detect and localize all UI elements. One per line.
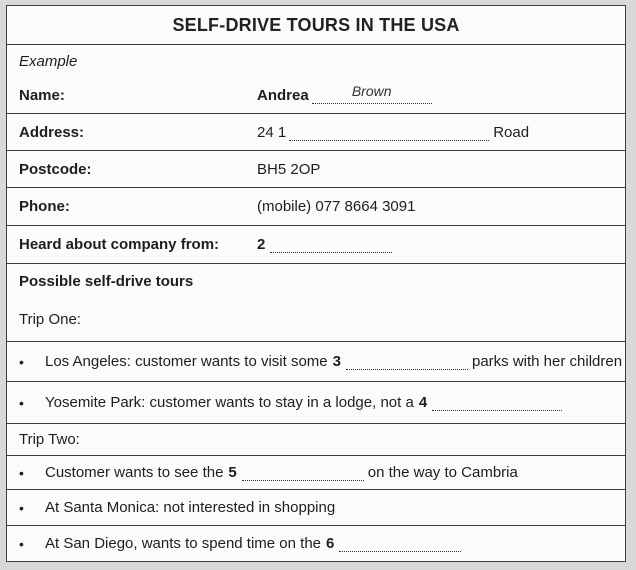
question-number-4: 4 xyxy=(418,394,428,411)
trip-one-item-2-text: Yosemite Park: customer wants to stay in a lodge, not a xyxy=(45,394,414,411)
address-label: Address: xyxy=(19,123,85,141)
postcode-value: BH5 2OP xyxy=(257,160,321,178)
trip-one-item-1-content xyxy=(19,353,622,370)
trip-two-item-2-text: At Santa Monica: not interested in shopping xyxy=(45,499,336,516)
tours-heading-row xyxy=(7,264,625,298)
address-number: 24 1 xyxy=(257,123,287,141)
bullet-icon: • xyxy=(19,500,24,516)
q4-answer-line[interactable] xyxy=(432,396,562,411)
name-row xyxy=(7,78,625,114)
tours-heading: Possible self-drive tours xyxy=(19,272,194,290)
heard-answer-line[interactable] xyxy=(270,238,392,253)
q6-answer-line[interactable] xyxy=(339,537,461,552)
trip-two-item-1-content xyxy=(19,464,518,481)
question-number-2: 2 xyxy=(257,236,266,253)
trip-two-item-1-after: on the way to Cambria xyxy=(367,464,518,481)
name-value: Andrea xyxy=(257,87,309,104)
postcode-row xyxy=(7,151,625,188)
surname-handwritten: Brown xyxy=(351,83,392,99)
trip-one-item-1-text: Los Angeles: customer wants to visit some xyxy=(45,353,328,370)
phone-label: Phone: xyxy=(19,198,70,215)
name-value-group xyxy=(257,83,436,104)
phone-row xyxy=(7,188,625,226)
trip-one-row xyxy=(7,298,625,342)
example-row xyxy=(7,44,625,78)
address-row xyxy=(7,114,625,151)
address-suffix: Road xyxy=(493,123,530,141)
trip-two-item-2 xyxy=(7,490,625,526)
trip-one-item-1-after: parks with her children xyxy=(471,353,623,370)
heard-row xyxy=(7,226,625,264)
trip-two-item-2-content xyxy=(19,499,335,516)
q3-answer-line[interactable] xyxy=(346,355,468,370)
trip-two-label: Trip Two: xyxy=(19,431,80,448)
heard-label: Heard about company from: xyxy=(19,236,220,253)
address-value-group xyxy=(257,124,529,141)
trip-one-item-1 xyxy=(7,342,625,382)
trip-one-item-2-content xyxy=(19,394,566,411)
question-number-6: 6 xyxy=(326,535,335,552)
trip-two-item-3-text: At San Diego, wants to spend time on the xyxy=(45,535,321,552)
phone-value: (mobile) 077 8664 3091 xyxy=(257,198,416,215)
bullet-icon: • xyxy=(19,354,24,370)
trip-two-item-3 xyxy=(7,526,625,561)
question-number-5: 5 xyxy=(228,464,237,481)
trip-two-item-1-text: Customer wants to see the xyxy=(45,464,224,481)
address-answer-line[interactable] xyxy=(289,126,489,141)
example-label: Example xyxy=(19,52,78,70)
form-title: SELF-DRIVE TOURS IN THE USA xyxy=(7,6,625,45)
form-sheet xyxy=(6,5,626,562)
trip-two-row xyxy=(7,424,625,456)
trip-one-item-2 xyxy=(7,382,625,424)
question-number-3: 3 xyxy=(332,353,341,370)
name-label: Name: xyxy=(19,87,65,104)
postcode-label: Postcode: xyxy=(19,160,92,178)
bullet-icon: • xyxy=(19,395,24,411)
bullet-icon: • xyxy=(19,465,24,481)
q5-answer-line[interactable] xyxy=(242,466,364,481)
trip-two-item-3-content xyxy=(19,535,465,552)
heard-value-group xyxy=(257,236,396,253)
bullet-icon: • xyxy=(19,536,24,552)
trip-two-item-1 xyxy=(7,456,625,490)
surname-answer-line[interactable] xyxy=(312,83,432,104)
trip-one-label: Trip One: xyxy=(19,311,81,328)
